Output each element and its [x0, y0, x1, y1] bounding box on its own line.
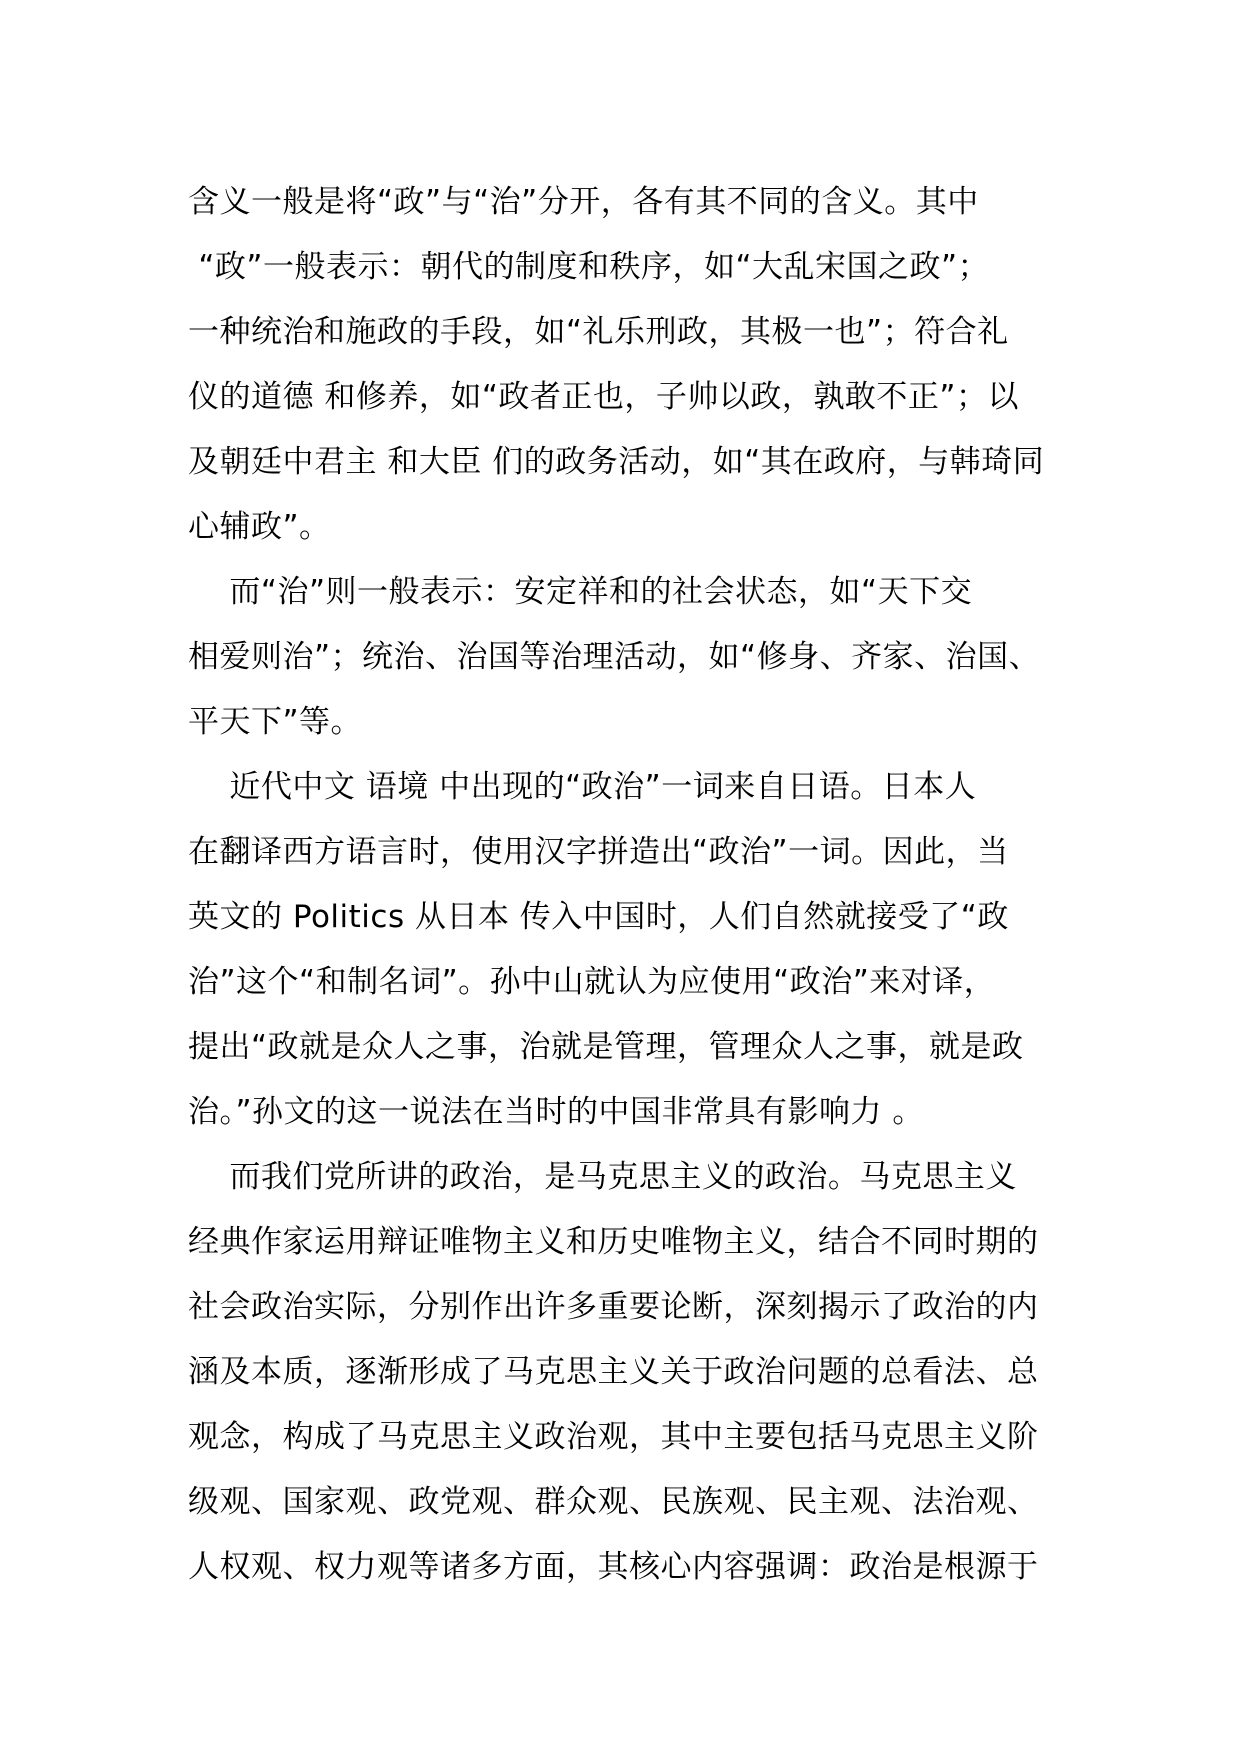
- text-line: 平天下”等。: [188, 704, 363, 740]
- text-line: 人权观、权力观等诸多方面，其核心内容强调：政治是根源于: [188, 1549, 1039, 1585]
- body-text: [188, 170, 1088, 1600]
- text-line: 观念，构成了马克思主义政治观，其中主要包括马克思主义阶: [188, 1419, 1039, 1455]
- text-line: 一种统治和施政的手段，如“礼乐刑政，其极一也”；符合礼: [188, 314, 1009, 350]
- text-line: 而“治”则一般表示：安定祥和的社会状态，如“天下交: [188, 574, 973, 610]
- text-line: 涵及本质，逐渐形成了马克思主义关于政治问题的总看法、总: [188, 1354, 1039, 1390]
- text-line: 仪的道德 和修养，如“政者正也，子帅以政，孰敢不正”；以: [188, 379, 1019, 415]
- text-line: 英文的 Politics 从日本 传入中国时，人们自然就接受了“政: [188, 899, 1009, 935]
- text-line: 含义一般是将“政”与“治”分开，各有其不同的含义。其中: [188, 184, 979, 220]
- text-line: 治”这个“和制名词”。孙中山就认为应使用“政治”来对译，: [188, 964, 996, 1000]
- text-line: 社会政治实际，分别作出许多重要论断，深刻揭示了政治的内: [188, 1289, 1039, 1325]
- text-line: 及朝廷中君主 和大臣 们的政务活动，如“其在政府，与韩琦同: [188, 444, 1045, 480]
- text-line: 治。”孙文的这一说法在当时的中国非常具有影响力 。: [188, 1094, 924, 1130]
- text-line: 在翻译西方语言时，使用汉字拼造出“政治”一词。因此，当: [188, 834, 1009, 870]
- text-line: 近代中文 语境 中出现的“政治”一词来自日语。日本人: [188, 769, 977, 805]
- text-line: 相爱则治”；统治、治国等治理活动，如“修身、齐家、治国、: [188, 639, 1041, 675]
- text-line: 经典作家运用辩证唯物主义和历史唯物主义，结合不同时期的: [188, 1224, 1039, 1260]
- text-line: 级观、国家观、政党观、群众观、民族观、民主观、法治观、: [188, 1484, 1039, 1520]
- text-line: 提出“政就是众人之事，治就是管理，管理众人之事，就是政: [188, 1029, 1024, 1065]
- text-line: 而我们党所讲的政治，是马克思主义的政治。马克思主义: [188, 1159, 1017, 1195]
- text-line: 心辅政”。: [188, 509, 331, 545]
- text-line: “政”一般表示：朝代的制度和秩序，如“大乱宋国之政”；: [188, 249, 990, 285]
